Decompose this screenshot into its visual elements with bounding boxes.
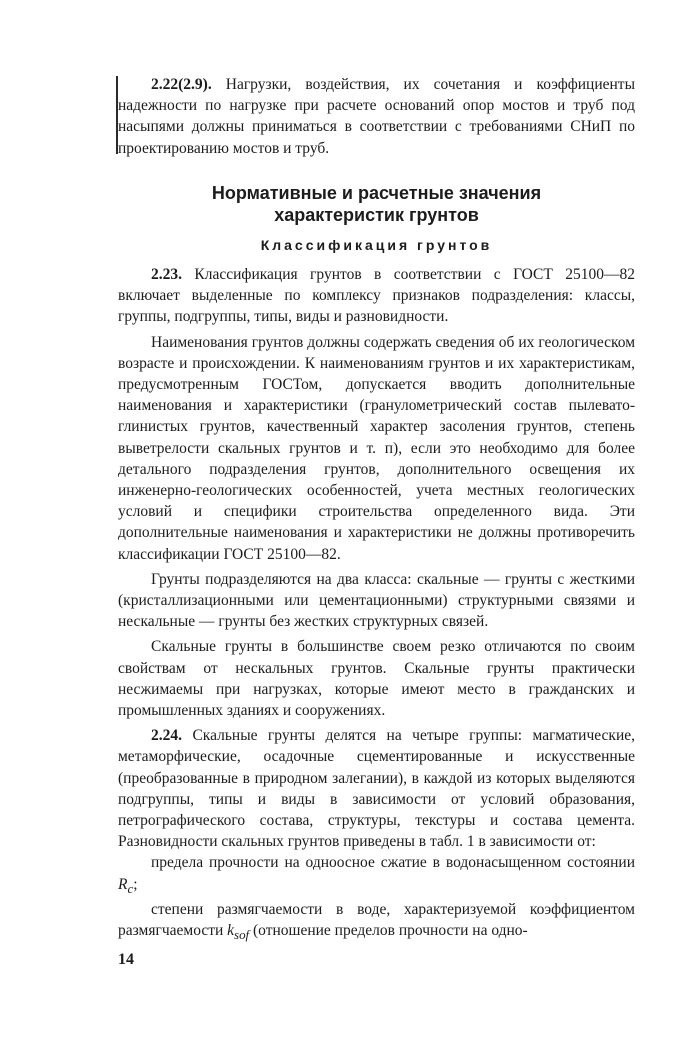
clause-number: 2.23. (151, 266, 182, 283)
section-heading-line-2: характеристик грунтов (274, 205, 479, 225)
symbol-r-subscript: c (127, 880, 134, 896)
paragraph-2-23 (118, 264, 635, 328)
page-number: 14 (118, 951, 134, 968)
section-heading (118, 182, 635, 226)
paragraph-2-24 (118, 725, 635, 852)
symbol-r: R (118, 875, 128, 893)
symbol-k-subscript: sof (234, 927, 250, 943)
clause-number: 2.22(2.9). (151, 76, 212, 93)
list-item-strength: предела прочности на одноосное сжатие в водонасыщенном состоянии $R_c$; (118, 854, 635, 896)
section-body (118, 264, 635, 945)
paragraph-text: Скальные грунты делятся на четыре группы: магматические, метаморфические, осадочные сцементированные и искусственные (преобразованные в природном залегании), в каждой из которых выделяются подгруппы, типы и виды в зависимости от условий образования, петрографического состава, структуры, текстуры и состава цемента. Разновидности скальных грунтов приведены в табл. 1 в зависимости от: (118, 727, 635, 851)
paragraph-rocky-soils: Скальные грунты в большинстве своем резко отличаются по своим свойствам от нескальных грунтов. Скальные грунты практически несжимаемы при нагрузках, которые имеют место в гражданских и промышленных зданиях и сооружениях. (118, 638, 635, 720)
paragraph-classes: Грунты подразделяются на два класса: скальные — грунты с жесткими (кристаллизационными или цементационными) структурными связями и нескальные — грунты без жестких структурных связей. (118, 570, 635, 631)
list-item-softening: степени размягчаемости в воде, характеризуемой коэффициентом размягчаемости $k_{sof}$ (отношение пределов прочности на одно- (118, 900, 635, 943)
paragraph-2-22 (118, 74, 635, 159)
symbol-k: k (227, 922, 235, 940)
clause-number: 2.24. (151, 727, 182, 745)
section-2-22 (118, 74, 635, 159)
paragraph-text: Нагрузки, воздействия, их сочетания и коэффициенты надежности по нагрузке при расчете оснований опор мостов и труб под насыпями должны приниматься в соответствии с требованиями СНиП по проектированию мостов и труб. (118, 76, 635, 157)
paragraph-names: Наименования грунтов должны содержать сведения об их геологическом возрасте и происхождении. К наименованиям грунтов и их характеристикам, предусмотренным ГОСТом, допускается вводить дополнительные наименования и характеристики (гранулометрический состав пылевато-глинистых грунтов, качественный характер засоления грунтов, степень выветрелости скальных грунтов и т. п), если это необходимо для более детального подразделения грунтов, дополнительного освещения их инженерно-геологических особенностей, учета местных геологических условий и специфики строительства определенного вида. Эти дополнительные наименования и характеристики не должны противоречить классификации ГОСТ 25100—82. (118, 333, 635, 563)
subsection-heading: Классификация грунтов (260, 237, 493, 253)
section-heading-line-1: Нормативные и расчетные значения (211, 183, 542, 203)
paragraph-text: Классификация грунтов в соответствии с ГОСТ 25100—82 включает выделенные по комплексу признаков подразделения: классы, группы, подгруппы, типы, виды и разновидности. (118, 266, 635, 326)
